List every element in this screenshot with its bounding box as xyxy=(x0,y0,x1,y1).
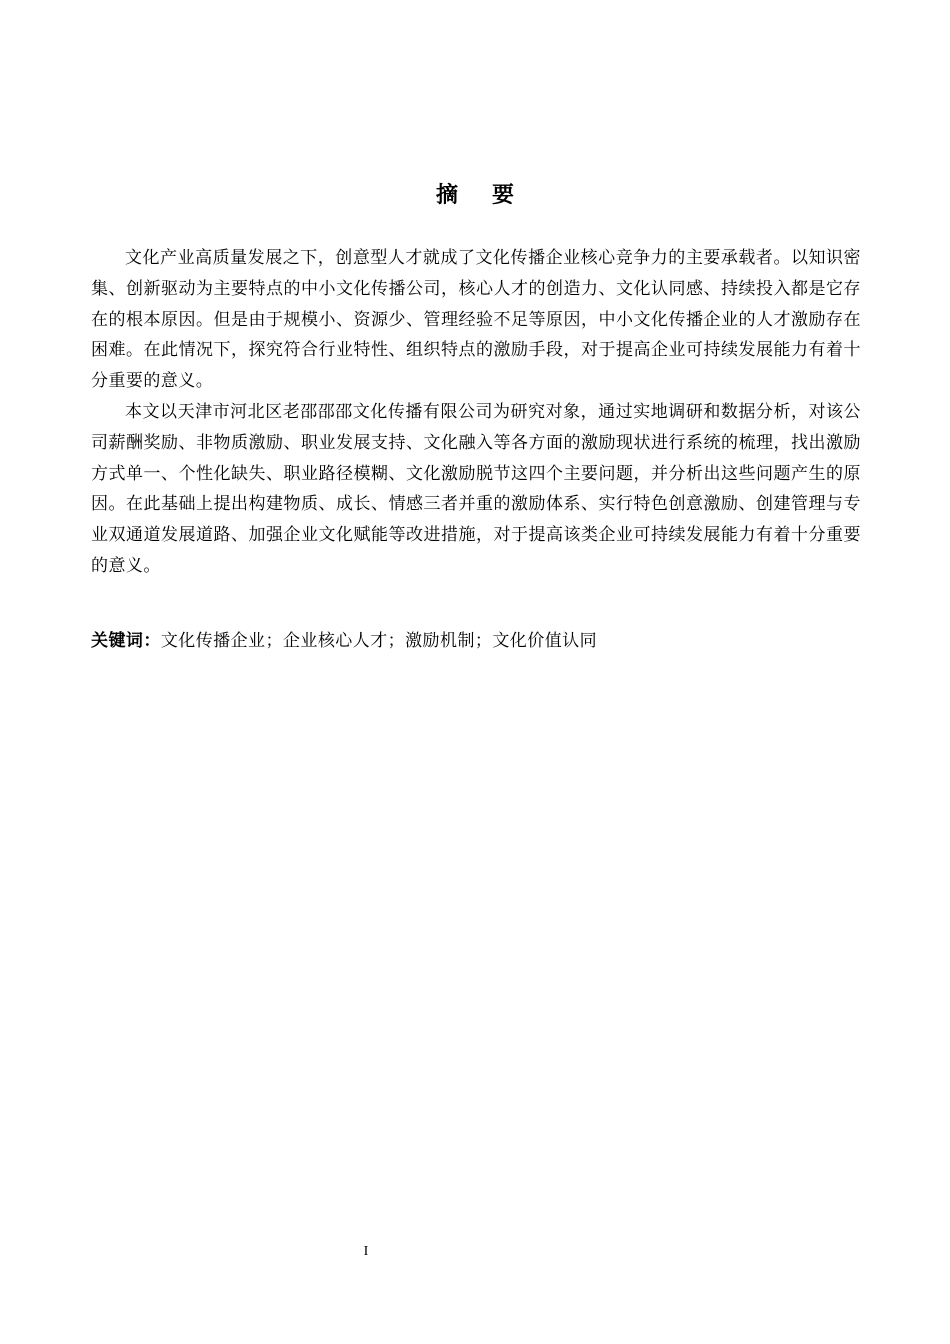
abstract-paragraph-2: 本文以天津市河北区老邵邵邵文化传播有限公司为研究对象，通过实地调研和数据分析，对该公司薪酬奖励、非物质激励、职业发展支持、文化融入等各方面的激励现状进行系统的梳理，找出激励方式单一、个性化缺失、职业路径模糊、文化激励脱节这四个主要问题，并分析出这些问题产生的原因。在此基础上提出构建物质、成长、情感三者并重的激励体系、实行特色创意激励、创建管理与专业双通道发展道路、加强企业文化赋能等改进措施，对于提高该类企业可持续发展能力有着十分重要的意义。 xyxy=(91,401,861,576)
abstract-title: 摘要 xyxy=(435,183,548,208)
abstract-body xyxy=(91,243,861,582)
keywords-line xyxy=(91,627,861,655)
keywords-list: 文化传播企业；企业核心人才；激励机制；文化价值认同 xyxy=(160,631,598,651)
keywords-label: 关键词： xyxy=(91,631,161,651)
abstract-paragraph-1: 文化产业高质量发展之下，创意型人才就成了文化传播企业核心竞争力的主要承载者。以知识密集、创新驱动为主要特点的中小文化传播公司，核心人才的创造力、文化认同感、持续投入都是它存在的根本原因。但是由于规模小、资源少、管理经验不足等原因，中小文化传播企业的人才激励存在困难。在此情况下，探究符合行业特性、组织特点的激励手段，对于提高企业可持续发展能力有着十分重要的意义。 xyxy=(91,248,861,392)
page-number: I xyxy=(363,1244,369,1259)
